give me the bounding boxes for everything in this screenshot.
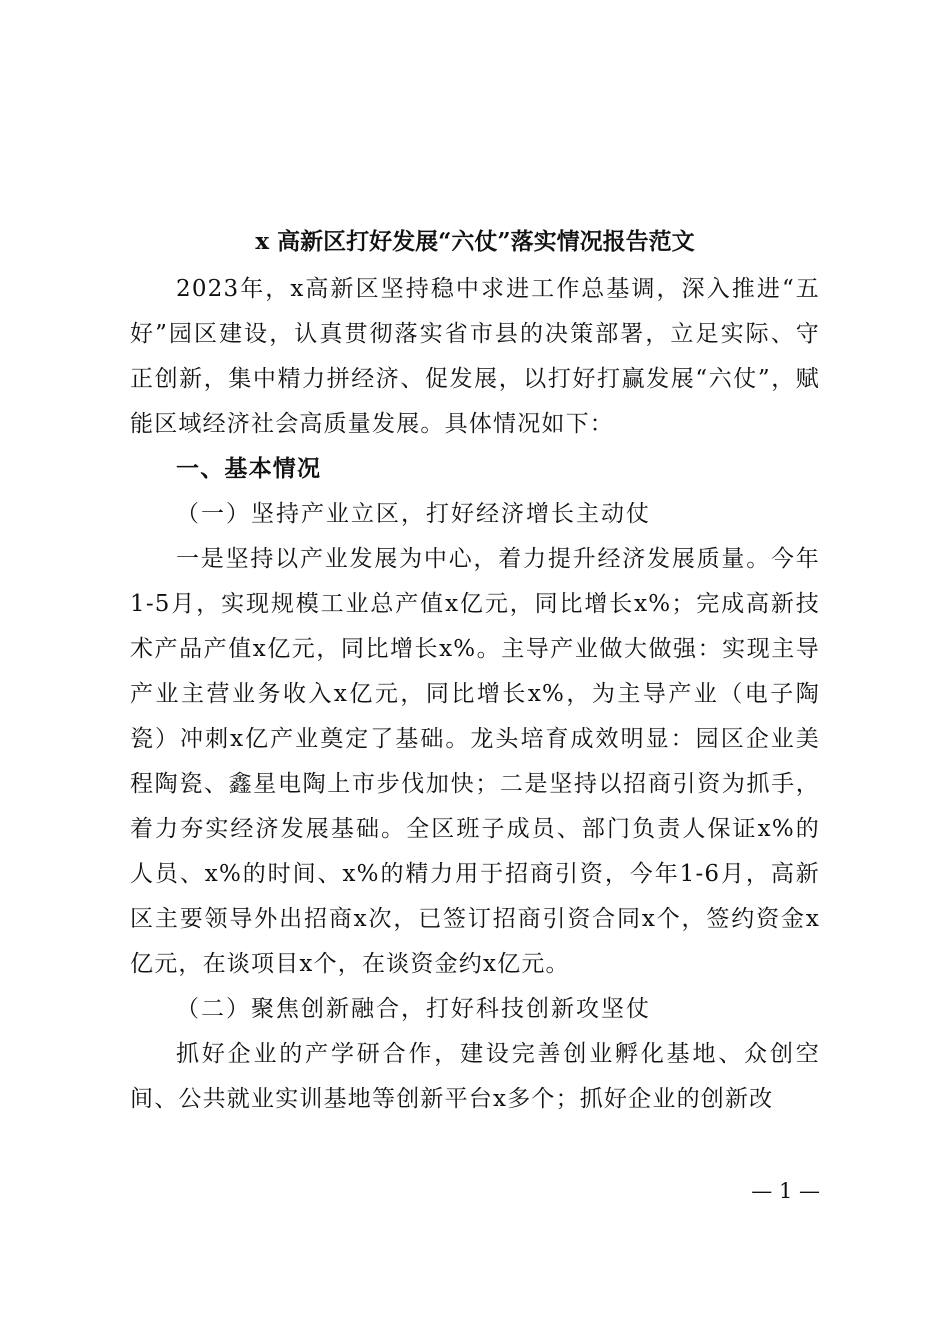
body-paragraph-innovation: 抓好企业的产学研合作，建设完善创业孵化基地、众创空间、公共就业实训基地等创新平台x多个；抓好企业的创新改 xyxy=(130,1041,820,1112)
subsection-heading-industry: （一）坚持产业立区，打好经济增长主动仗 xyxy=(176,501,651,527)
body-paragraph-industry: 一是坚持以产业发展为中心，着力提升经济发展质量。今年1-5月，实现规模工业总产值x亿元，同比增长x%；完成高新技术产品产值x亿元，同比增长x%。主导产业做大做强：实现主导产业主营业务收入x亿元，同比增长x%，为主导产业（电子陶瓷）冲刺x亿产业奠定了基础。龙头培育成效明显：园区企业美程陶瓷、鑫星电陶上市步伐加快；二是坚持以招商引资为抓手，着力夯实经济发展基础。全区班子成员、部门负责人保证x%的人员、x%的时间、x%的精力用于招商引资，今年1-6月，高新区主要领导外出招商x次，已签订招商引资合同x个，签约资金x亿元，在谈项目x个，在谈资金约x亿元。 xyxy=(130,546,820,977)
intro-paragraph: 2023年，x高新区坚持稳中求进工作总基调，深入推进“五好”园区建设，认真贯彻落实省市县的决策部署，立足实际、守正创新，集中精力拼经济、促发展，以打好打赢发展“六仗”，赋能区域经济社会高质量发展。具体情况如下： xyxy=(130,276,820,437)
page-number: — 1 — xyxy=(751,1179,820,1203)
document-title: x 高新区打好发展“六仗”落实情况报告范文 xyxy=(255,228,695,255)
section-heading-basic-situation: 一、基本情况 xyxy=(176,456,322,482)
document-body xyxy=(130,267,820,1122)
subsection-heading-innovation: （二）聚焦创新融合，打好科技创新攻坚仗 xyxy=(176,996,651,1022)
